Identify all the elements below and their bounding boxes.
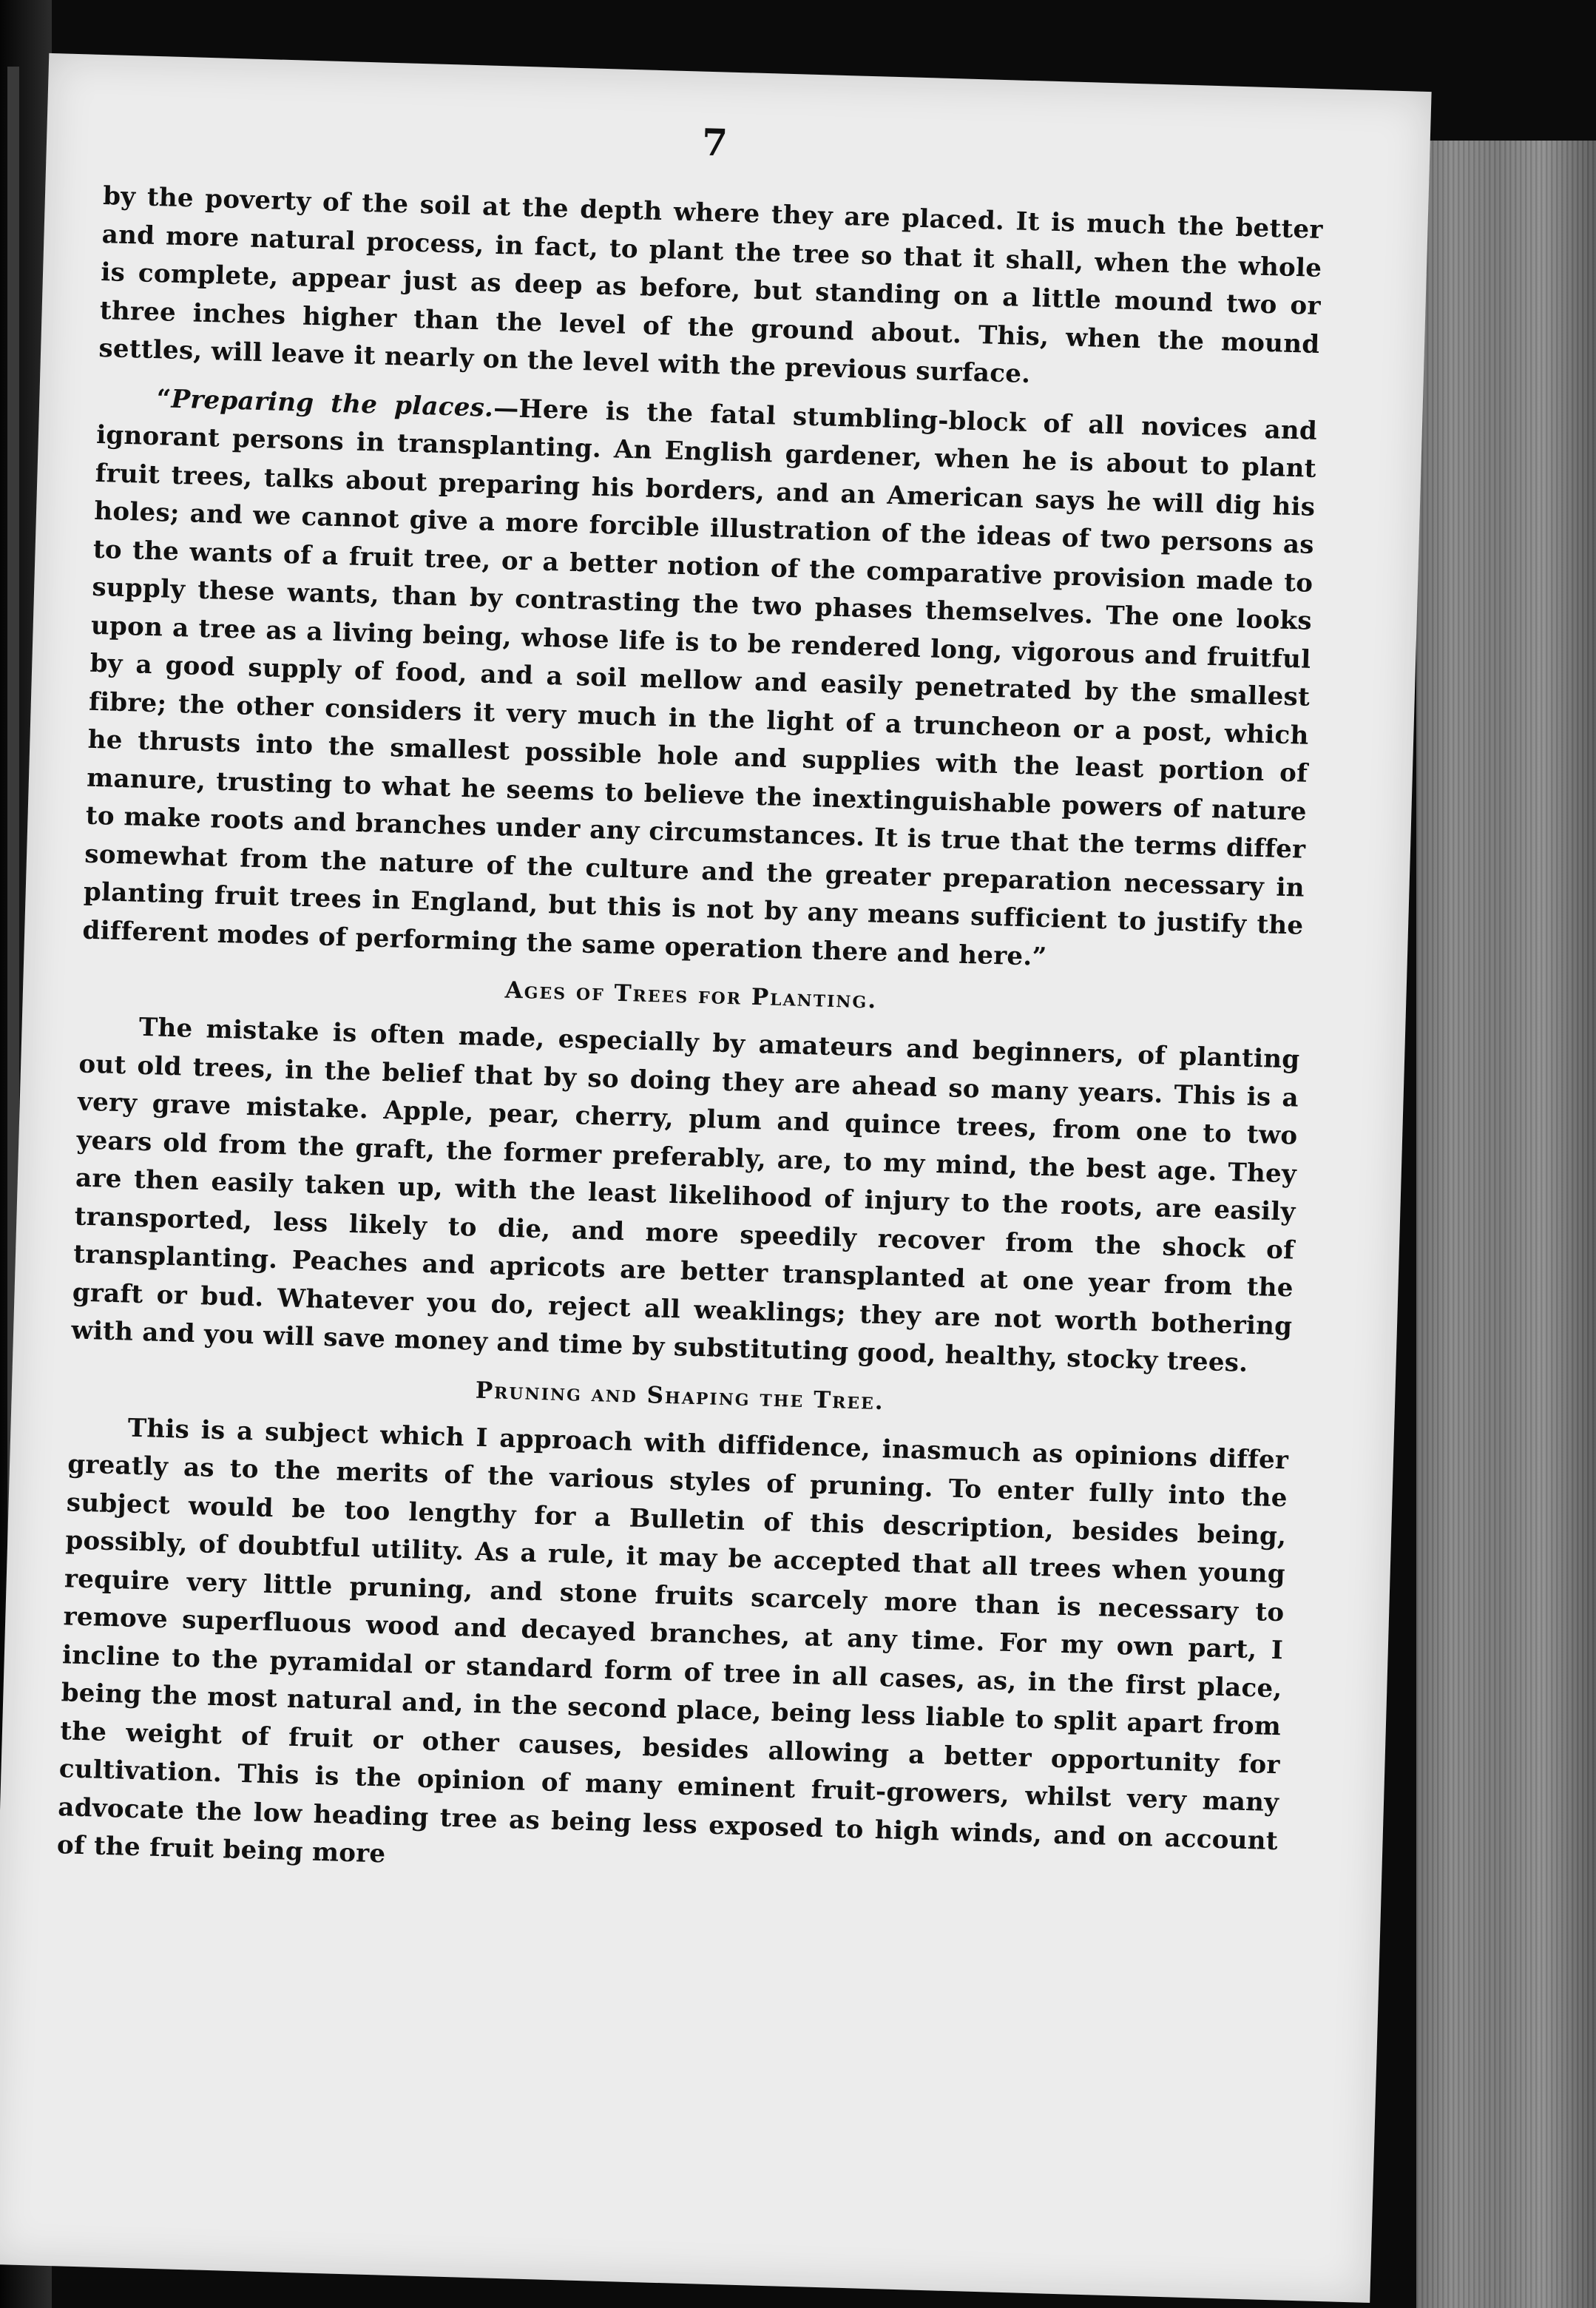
section-heading: Ages of Trees for Planting.: [504, 976, 878, 1014]
quote-mark: “: [156, 383, 172, 414]
paragraph: This is a subject which I approach with diffidence, inasmuch as opinions differ greatly as to the merits of the various styles of pruning. To enter fully into the subject would be too lengthy for a Bulletin of this description, besides being, possibly, of doubtful utility. As a rule, it may be accepted that all trees when young require very little pruning, and stone fruits scarcely more than is necessary to remove superfluous wood and decayed branches, at any time. For my own part, I incline to the pyramidal or standard form of tree in all cases, as, in the first place, being the most natural and, in the second place, being less liable to split apart from the weight of fruit or other causes, besides allowing a better opportunity for cultivation. This is the opinion of many eminent fruit-growers, whilst very many advocate the low heading tree as being less exposed to high winds, and on account of the fruit being more: [56, 1413, 1289, 1869]
section-heading: Pruning and Shaping the Tree.: [475, 1377, 885, 1415]
paragraph: by the poverty of the soil at the depth where they are placed. It is much the better and more natural process, in fact, to plant the tree so that it shall, when the whole is complete, appear just as deep as before, but standing on a little mound two or three inches higher than the level of the ground about. This, when the mound settles, will leave it nearly on the level with the previous surface.: [98, 180, 1324, 390]
page-stack-edge: [1416, 141, 1596, 2308]
paragraph-body: —Here is the fatal stumbling-block of all novices and ignorant persons in transplanting. An English gardener, when he is about to plant fruit trees, talks about preparing his borders, and an American says he will dig his holes; and we cannot give a more forcible illustration of the ideas of two persons as to the wants of a fruit tree, or a better notion of the comparative provision made to supply these wants, than by contrasting the two phases themselves. The one looks upon a tree as a living being, whose life is to be rendered long, vigorous and fruitful by a good supply of food, and a soil mellow and easily penetrated by the smallest fibre; the other considers it very much in the light of a truncheon or a post, which he thrusts into the smallest possible hole and supplies with the least portion of manure, trusting to what he seems to believe the inextinguishable powers of nature to make roots and branches under any circumstances. It is true that the terms differ somewhat from the nature of the culture and the greater preparation necessary in planting fruit trees in England, but this is not by any means sufficient to justify the different modes of performing the same operation there and here.”: [82, 393, 1318, 972]
paragraph: The mistake is often made, especially by amateurs and beginners, of planting out old trees, in the belief that by so doing they are ahead so many years. This is a very grave mistake. Apple, pear, cherry, plum and quince trees, from one to two years old from the graft, the former preferably, are, to my mind, the best age. They are then easily taken up, with the least likelihood of injury to the roots, are easily transported, less likely to die, and more speedily recover from the shock of transplanting. Peaches and apricots are better transplanted at one year from the graft or bud. Whatever you do, reject all weaklings; they are not worth bothering with and you will save money and time by substituting good, healthy, stocky trees.: [70, 1012, 1300, 1378]
page-text: [56, 178, 1323, 1899]
quoted-paragraph: [82, 378, 1318, 983]
italic-lead: Preparing the places.: [170, 384, 494, 423]
